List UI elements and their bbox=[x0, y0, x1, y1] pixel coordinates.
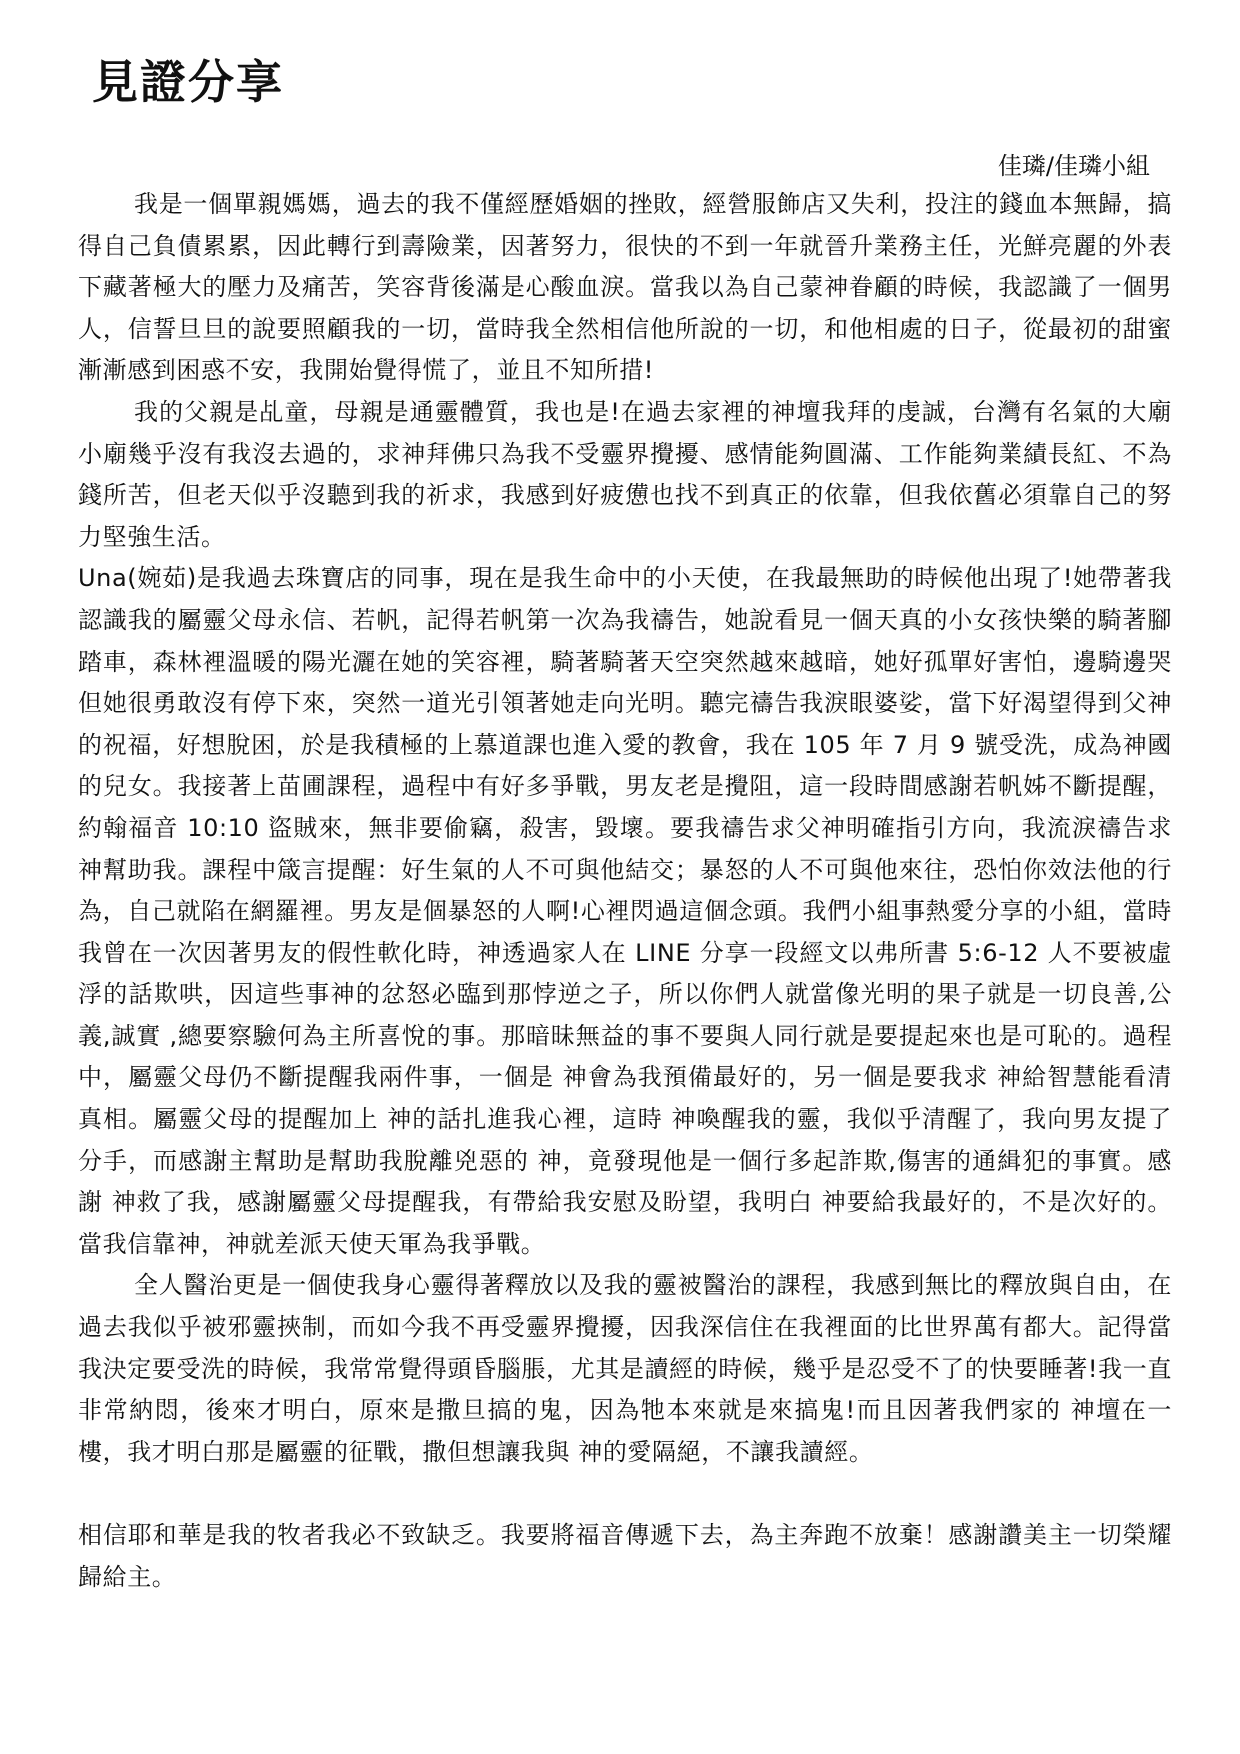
paragraph-2: 我的父親是乩童，母親是通靈體質，我也是!在過去家裡的神壇我拜的虔誠，台灣有名氣的大廟小廟幾乎沒有我沒去過的，求神拜佛只為我不受靈界攪擾、感情能夠圓滿、工作能夠業績長紅、不為錢所苦，但老天似乎沒聽到我的祈求，我感到好疲憊也找不到真正的依靠，但我依舊必須靠自己的努力堅強生活。 bbox=[78, 397, 1172, 551]
author-line: 佳璘/佳璘小組 bbox=[997, 152, 1150, 180]
page-title: 見證分享 bbox=[92, 55, 284, 109]
paragraph-5: 相信耶和華是我的牧者我必不致缺乏。我要將福音傳遞下去，為主奔跑不放棄！感謝讚美主一切榮耀歸給主。 bbox=[78, 1521, 1172, 1591]
testimony-body bbox=[78, 184, 1172, 1598]
paragraph-3: Una(婉茹)是我過去珠寶店的同事，現在是我生命中的小天使，在我最無助的時候他出現了!她帶著我認識我的屬靈父母永信、若帆，記得若帆第一次為我禱告，她說看見一個天真的小女孩快樂的騎著腳踏車，森林裡溫暖的陽光灑在她的笑容裡，騎著騎著天空突然越來越暗，她好孤單好害怕，邊騎邊哭但她很勇敢沒有停下來，突然一道光引領著她走向光明。聽完禱告我淚眼婆娑，當下好渴望得到父神的祝福，好想脫困，於是我積極的上慕道課也進入愛的教會，我在 105 年 7 月 9 號受洗，成為神國的兒女。我接著上苗圃課程，過程中有好多爭戰，男友老是攪阻，這一段時間感謝若帆姊不斷提醒，約翰福音 10:10 盜賊來，無非要偷竊，殺害，毀壞。要我禱告求父神明確指引方向，我流淚禱告求神幫助我。課程中箴言提醒：好生氣的人不可與他結交；暴怒的人不可與他來往，恐怕你效法他的行為，自己就陷在網羅裡。男友是個暴怒的人啊!心裡閃過這個念頭。我們小組事熱愛分享的小組，當時我曾在一次因著男友的假性軟化時，神透過家人在 LINE 分享一段經文以弗所書 5:6-12 人不要被虛浮的話欺哄，因這些事神的忿怒必臨到那悖逆之子，所以你們人就當像光明的果子就是一切良善,公義,誠實 ,總要察驗何為主所喜悅的事。那暗昧無益的事不要與人同行就是要提起來也是可恥的。過程中，屬靈父母仍不斷提醒我兩件事，一個是 神會為我預備最好的，另一個是要我求 神給智慧能看清真相。屬靈父母的提醒加上 神的話扎進我心裡，這時 神喚醒我的靈，我似乎清醒了，我向男友提了分手，而感謝主幫助是幫助我脫離兇惡的 神，竟發現他是一個行多起詐欺,傷害的通緝犯的事實。感謝 神救了我，感謝屬靈父母提醒我，有帶給我安慰及盼望，我明白 神要給我最好的，不是次好的。當我信靠神，神就差派天使天軍為我爭戰。 bbox=[78, 564, 1172, 1258]
paragraph-1: 我是一個單親媽媽，過去的我不僅經歷婚姻的挫敗，經營服飾店又失利，投注的錢血本無歸，搞得自己負債累累，因此轉行到壽險業，因著努力，很快的不到一年就晉升業務主任，光鮮亮麗的外表下藏著極大的壓力及痛苦，笑容背後滿是心酸血淚。當我以為自己蒙神眷顧的時候，我認識了一個男人，信誓旦旦的說要照顧我的一切，當時我全然相信他所說的一切，和他相處的日子，從最初的甜蜜漸漸感到困惑不安，我開始覺得慌了，並且不知所措! bbox=[78, 190, 1172, 385]
paragraph-4: 全人醫治更是一個使我身心靈得著釋放以及我的靈被醫治的課程，我感到無比的釋放與自由，在過去我似乎被邪靈挾制，而如今我不再受靈界攪擾，因我深信住在我裡面的比世界萬有都大。記得當我決定要受洗的時候，我常常覺得頭昏腦脹，尤其是讀經的時候，幾乎是忍受不了的快要睡著!我一直非常納悶，後來才明白，原來是撒旦搞的鬼，因為牠本來就是來搞鬼!而且因著我們家的 神壇在一樓，我才明白那是屬靈的征戰，撒但想讓我與 神的愛隔絕，不讓我讀經。 bbox=[78, 1271, 1172, 1466]
